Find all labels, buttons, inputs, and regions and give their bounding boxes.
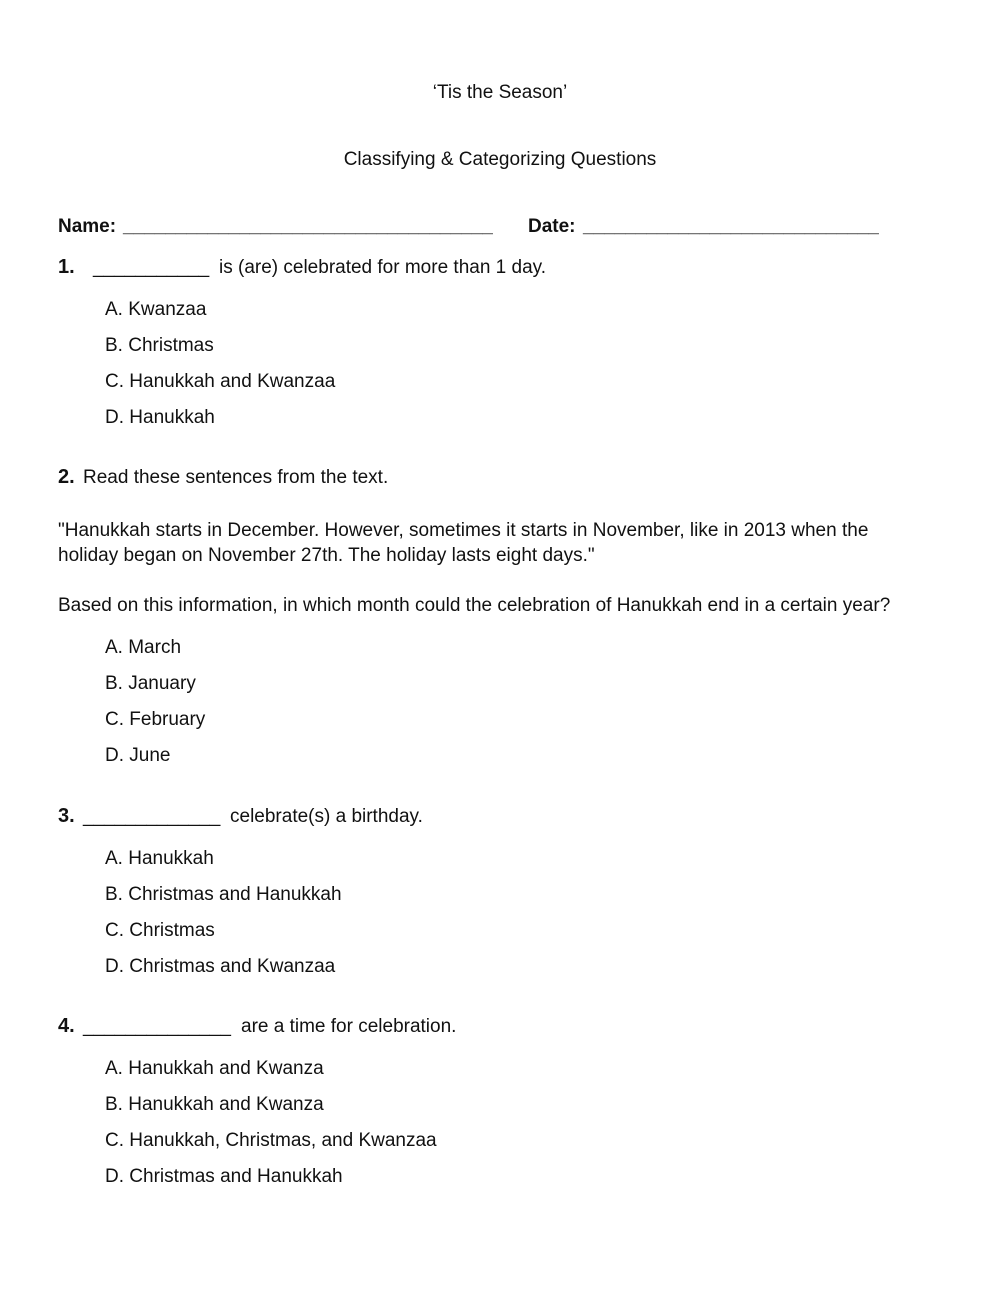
date-field[interactable]: ____________________________ [583,216,879,237]
question-1-option-a[interactable]: A. Kwanzaa [105,299,207,320]
question-4-option-c[interactable]: C. Hanukkah, Christmas, and Kwanzaa [105,1130,437,1151]
question-4-text: are a time for celebration. [241,1016,457,1037]
question-2-option-c[interactable]: C. February [105,709,206,730]
question-2-number: 2. [58,466,75,488]
question-2-option-d[interactable]: D. June [105,745,171,766]
question-1-option-d[interactable]: D. Hanukkah [105,407,215,428]
question-3-option-a[interactable]: A. Hanukkah [105,848,214,869]
question-1-blank: ___________ [93,257,210,278]
question-3-text: celebrate(s) a birthday. [230,806,423,827]
question-3-option-b[interactable]: B. Christmas and Hanukkah [105,884,342,905]
question-2-prompt: Based on this information, in which month could the celebration of Hanukkah end in a certain year? [58,595,891,616]
question-4-blank: ______________ [83,1016,231,1037]
question-2-quote-line-2: holiday began on November 27th. The holiday lasts eight days." [58,545,595,566]
question-1-option-c[interactable]: C. Hanukkah and Kwanzaa [105,371,336,392]
question-3-number: 3. [58,805,75,827]
question-3-option-d[interactable]: D. Christmas and Kwanzaa [105,956,336,977]
question-2-text: Read these sentences from the text. [83,467,389,488]
question-2-option-a[interactable]: A. March [105,637,182,658]
question-1-option-b[interactable]: B. Christmas [105,335,214,356]
question-4-option-b[interactable]: B. Hanukkah and Kwanza [105,1094,324,1115]
page-title: ‘Tis the Season’ [432,82,568,103]
question-2-option-b[interactable]: B. January [105,673,196,694]
question-4-option-a[interactable]: A. Hanukkah and Kwanza [105,1058,324,1079]
question-3-blank: _____________ [83,806,221,827]
question-3-option-c[interactable]: C. Christmas [105,920,215,941]
question-4-number: 4. [58,1015,75,1037]
name-label: Name: [58,216,117,237]
date-label: Date: [528,216,576,237]
question-1-text: is (are) celebrated for more than 1 day. [219,257,547,278]
page-subtitle: Classifying & Categorizing Questions [343,149,657,170]
question-1-number: 1. [58,256,75,278]
name-field[interactable]: ___________________________________ [123,216,493,237]
question-4-option-d[interactable]: D. Christmas and Hanukkah [105,1166,343,1187]
question-2-quote-line-1: "Hanukkah starts in December. However, sometimes it starts in November, like in 2013 when the [58,520,869,541]
